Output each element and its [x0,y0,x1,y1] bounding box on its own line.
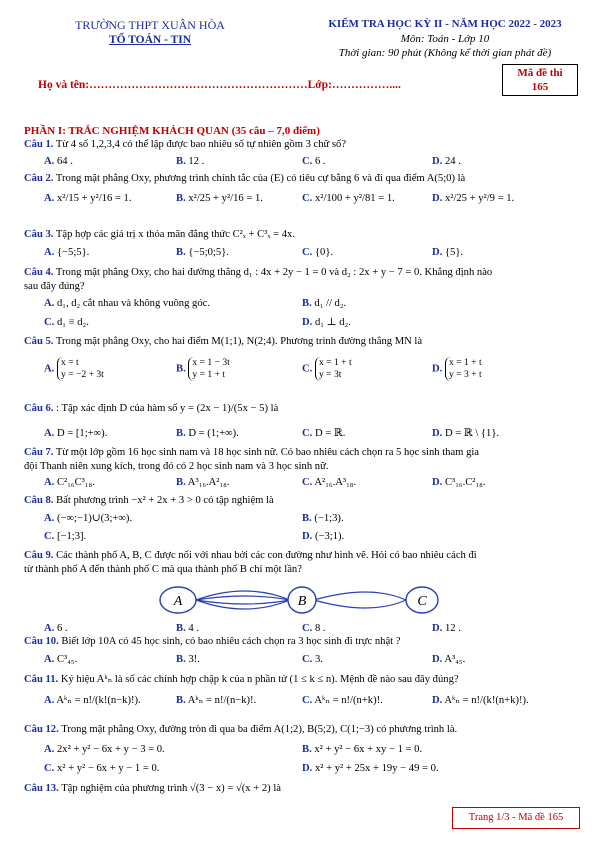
question-11: Câu 11. Ký hiệu Aᵏₙ là số các chỉnh hợp chập k của n phần tử (1 ≤ k ≤ n). Mệnh đề nào sau đây đúng? [24,674,459,685]
q2-option-a[interactable]: A. x²/15 + y²/16 = 1. [44,193,132,204]
q7-option-b[interactable]: B. A³₁₆.A²₁₈. [176,477,230,488]
student-name-line: Họ và tên:…………………………………………………Lớp:…………….... [38,79,401,91]
q4-option-d[interactable]: D. d₁ ⊥ d₂. [302,317,351,328]
q8-option-a[interactable]: A. (−∞;−1)∪(3;+∞). [44,513,133,524]
q9-option-b[interactable]: B. 4 . [176,623,199,634]
q9-option-d[interactable]: D. 12 . [432,623,461,634]
question-12: Câu 12. Trong mặt phẳng Oxy, đường tròn đi qua ba điểm A(1;2), B(5;2), C(1;−3) có phương trình là. [24,724,458,735]
question-1: Câu 1. Từ 4 số 1,2,3,4 có thể lập được bao nhiêu số tự nhiên gồm 3 chữ số? [24,139,347,150]
q5-option-b[interactable]: B. x = 1 − 3t y = 1 + t [176,357,230,380]
school-name: TRƯỜNG THPT XUÂN HÒA [75,18,225,32]
q7-option-a[interactable]: A. C²₁₆C³₁₈. [44,477,95,488]
q5-option-d[interactable]: D. x = 1 + t y = 3 + t [432,357,482,380]
q6-option-c[interactable]: C. D = ℝ. [302,428,346,439]
q1-option-d[interactable]: D. 24 . [432,156,461,167]
city-a-label: A [173,594,183,609]
question-9-cont: từ thành phố A đến thành phố C mà qua thành phố B chỉ một lần? [24,564,302,575]
q1-option-b[interactable]: B. 12 . [176,156,205,167]
q3-option-b[interactable]: B. {−5;0;5}. [176,247,229,258]
q10-option-c[interactable]: C. 3. [302,654,323,665]
q11-option-c[interactable]: C. Aᵏₙ = n!/(n+k)!. [302,695,383,706]
question-7: Câu 7. Từ một lớp gồm 16 học sinh nam và 18 học sinh nữ. Có bao nhiêu cách chọn ra 5 học sinh tham gia [24,447,480,458]
city-b-label: B [297,594,307,609]
q5-option-a[interactable]: A. x = t y = −2 + 3t [44,357,104,380]
exam-subject: Môn: Toán - Lớp 10 [400,33,490,45]
question-6: Câu 6. : Tập xác định D của hàm số y = (2x − 1)/(5x − 5) là [24,403,279,414]
q11-option-a[interactable]: A. Aᵏₙ = n!/(k!(n−k)!). [44,695,141,706]
department-name: TỔ TOÁN - TIN [108,34,192,46]
q3-option-c[interactable]: C. {0}. [302,247,334,258]
city-c-label: C [417,594,427,609]
q1-option-a[interactable]: A. 64 . [44,156,73,167]
road-ab-3 [196,600,290,604]
question-9: Câu 9. Các thành phố A, B, C được nối với nhau bởi các con đường như hình vẽ. Hỏi có bao nhiêu cách đi [24,550,477,561]
q8-option-d[interactable]: D. (−3;1). [302,531,345,542]
question-2: Câu 2. Trong mặt phẳng Oxy, phương trình chính tắc của (E) có tiêu cự bằng 6 và đi qua điểm A(5;0) là [24,173,466,184]
exam-title: KIỂM TRA HỌC KỲ II - NĂM HỌC 2022 - 2023 [328,18,562,30]
q6-option-b[interactable]: B. D = (1;+∞). [176,428,239,439]
q12-option-c[interactable]: C. x² + y² − 6x + y − 1 = 0. [44,763,160,774]
q4-option-c[interactable]: C. d₁ ≡ d₂. [44,317,89,328]
question-13: Câu 13. Tập nghiệm của phương trình √(3 − x) = √(x + 2) là [24,783,281,794]
q8-option-c[interactable]: C. [−1;3]. [44,531,87,542]
exam-code-value: 165 [531,80,549,93]
page-footer: Trang 1/3 - Mã đề 165 [452,807,580,829]
question-4-cont: sau đây đúng? [24,281,85,292]
q10-option-b[interactable]: B. 3!. [176,654,200,665]
question-5: Câu 5. Trong mặt phẳng Oxy, cho hai điểm M(1;1), N(2;4). Phương trình đường thẳng MN là [24,336,423,347]
section-title: PHẦN I: TRẮC NGHIỆM KHÁCH QUAN (35 câu – 7,0 điểm) [24,125,320,137]
q3-option-a[interactable]: A. {−5;5}. [44,247,90,258]
exam-code-label: Mã đề thi [517,67,563,79]
exam-duration: Thời gian: 90 phút (Không kể thời gian phát đề) [338,47,552,59]
q6-option-a[interactable]: A. D = [1;+∞). [44,428,108,439]
q7-option-d[interactable]: D. C³₁₆.C²₁₈. [432,477,486,488]
question-4: Câu 4. Trong mặt phẳng Oxy, cho hai đường thẳng d₁ : 4x + 2y − 1 = 0 và d₂ : 2x + y − 7 = 0. Khẳng định nào [24,267,493,278]
q12-option-a[interactable]: A. 2x² + y² − 6x + y − 3 = 0. [44,744,165,755]
q9-option-c[interactable]: C. 8 . [302,623,326,634]
question-3: Câu 3. Tập hợp các giá trị x thỏa mãn đẳng thức C²ₓ + C³ₓ = 4x. [24,229,295,240]
q12-option-b[interactable]: B. x² + y² − 6x + xy − 1 = 0. [302,744,423,755]
road-bc-2 [314,600,406,608]
q10-option-a[interactable]: A. C³₄₅. [44,654,78,665]
question-8: Câu 8. Bất phương trình −x² + 2x + 3 > 0 có tập nghiệm là [24,495,274,506]
q12-option-d[interactable]: D. x² + y² + 25x + 19y − 49 = 0. [302,763,439,774]
exam-code-box [502,64,578,96]
road-bc-1 [314,592,406,600]
question-7-cont: đội Thanh niên xung kích, trong đó có 2 học sinh nam và 3 học sinh nữ. [24,461,329,472]
q9-option-a[interactable]: A. 6 . [44,623,68,634]
question-10: Câu 10. Biết lớp 10A có 45 học sinh, có bao nhiêu cách chọn ra 3 học sinh đi trực nhật ? [24,636,401,647]
q3-option-d[interactable]: D. {5}. [432,247,464,258]
city-road-diagram [150,580,450,620]
q1-option-c[interactable]: C. 6 . [302,156,326,167]
q2-option-c[interactable]: C. x²/100 + y²/81 = 1. [302,193,395,204]
q11-option-d[interactable]: D. Aᵏₙ = n!/(k!(n+k)!). [432,695,529,706]
q2-option-b[interactable]: B. x²/25 + y²/16 = 1. [176,193,263,204]
q4-option-a[interactable]: A. d₁, d₂ cắt nhau và không vuông góc. [44,298,210,309]
q7-option-c[interactable]: C. A²₁₆.A³₁₈. [302,477,357,488]
q2-option-d[interactable]: D. x²/25 + y²/9 = 1. [432,193,515,204]
q10-option-d[interactable]: D. A³₄₅. [432,654,466,665]
q11-option-b[interactable]: B. Aᵏₙ = n!/(n−k)!. [176,695,257,706]
q5-option-c[interactable]: C. x = 1 + t y = 3t [302,357,352,380]
q8-option-b[interactable]: B. (−1;3). [302,513,344,524]
q4-option-b[interactable]: B. d₁ // d₂. [302,298,347,309]
road-ab-2 [196,596,290,600]
q6-option-d[interactable]: D. D = ℝ \ {1}. [432,428,500,439]
